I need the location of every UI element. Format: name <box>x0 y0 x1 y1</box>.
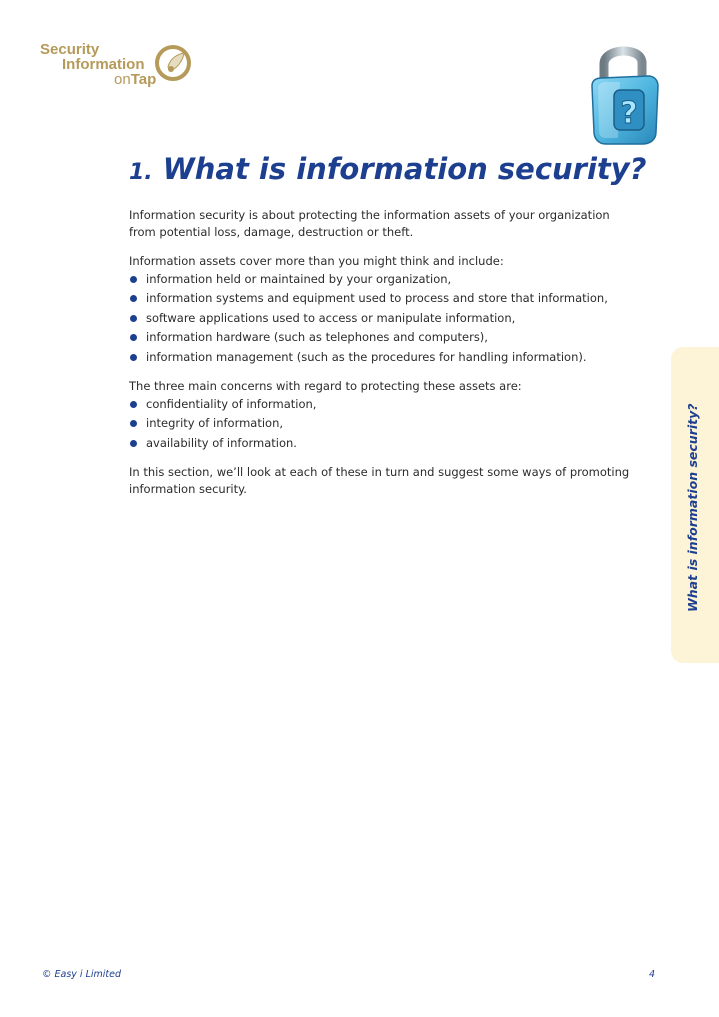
list-item: information systems and equipment used to process and store that information, <box>129 290 639 307</box>
logo-text-security: Security <box>40 41 100 58</box>
assets-list <box>129 271 639 366</box>
brand-logo <box>40 42 200 92</box>
body-content <box>129 207 639 510</box>
list-item: availability of information. <box>129 435 639 452</box>
section-number: 1. <box>129 160 153 185</box>
logo-text-tap: Tap <box>130 71 157 88</box>
padlock-question-icon <box>584 40 664 148</box>
list-item: integrity of information, <box>129 415 639 432</box>
list-item: information management (such as the procedures for handling information). <box>129 349 639 366</box>
page-number: 4 <box>649 969 656 980</box>
assets-lead-paragraph: Information assets cover more than you might think and include: <box>129 254 504 268</box>
list-item: information held or maintained by your organization, <box>129 271 639 288</box>
concerns-list <box>129 396 639 452</box>
intro-paragraph: Information security is about protecting the information assets of your organization from potential loss, damage, destruction or theft. <box>129 208 610 239</box>
footer-copyright: © Easy i Limited <box>42 969 122 980</box>
page-title <box>129 150 647 192</box>
svg-text:?: ? <box>620 96 638 131</box>
section-title-text: What is information security? <box>152 152 647 186</box>
logo-text-on: on <box>114 71 131 88</box>
list-item: information hardware (such as telephones and computers), <box>129 329 639 346</box>
list-item: software applications used to access or manipulate information, <box>129 310 639 327</box>
list-item: confidentiality of information, <box>129 396 639 413</box>
logo-text-information: Information <box>62 56 145 73</box>
tap-drop-icon <box>154 44 192 82</box>
closing-paragraph: In this section, we’ll look at each of these in turn and suggest some ways of promoting information security. <box>129 465 630 496</box>
logo-text-on-tap <box>114 72 156 87</box>
concerns-lead-paragraph: The three main concerns with regard to protecting these assets are: <box>129 379 522 393</box>
side-tab-label: What is information security? <box>685 403 700 612</box>
